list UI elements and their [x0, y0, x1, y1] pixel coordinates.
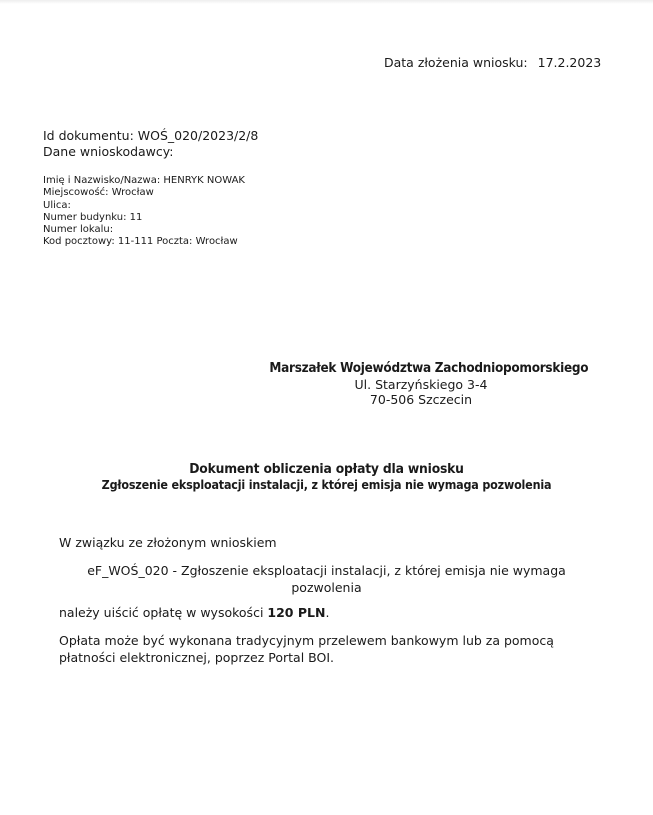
recipient-city: 70-506 Szczecin: [369, 392, 473, 407]
intro-text: W związku ze złożonym wnioskiem: [59, 535, 277, 550]
page-top-edge: [0, 0, 653, 4]
applicant-details: [43, 175, 245, 249]
document-info: [43, 128, 258, 160]
document-id: Id dokumentu: WOŚ_020/2023/2/8: [43, 128, 259, 143]
recipient-address: [258, 361, 589, 408]
submission-date: [384, 55, 601, 70]
recipient-street: Ul. Starzyńskiego 3-4: [354, 376, 488, 392]
applicant-street: Ulica:: [43, 199, 71, 211]
applicant-building: Numer budynku: 11: [43, 211, 143, 223]
fee-statement: [59, 605, 329, 620]
submission-date-label: Data złożenia wniosku:: [384, 55, 528, 70]
applicant-city: Miejscowość: Wrocław: [43, 187, 154, 199]
fee-prefix: należy uiścić opłatę w wysokości: [59, 605, 268, 620]
applicant-name: Imię i Nazwisko/Nazwa: HENRYK NOWAK: [43, 175, 245, 186]
title-line-2: Zgłoszenie eksploatacji instalacji, z której emisja nie wymaga pozwolenia: [101, 478, 552, 492]
recipient-name: Marszałek Województwa Zachodniopomorskiego: [269, 361, 589, 376]
applicant-postal: Kod pocztowy: 11-111 Poczta: Wrocław: [43, 236, 238, 248]
document-title: [0, 462, 653, 493]
fee-suffix: .: [325, 605, 330, 620]
fee-amount: 120 PLN: [267, 605, 326, 620]
applicant-heading: Dane wnioskodawcy:: [43, 144, 174, 159]
submission-date-value: 17.2.2023: [537, 55, 602, 70]
application-name: eF_WOŚ_020 - Zgłoszenie eksploatacji instalacji, z której emisja nie wymaga pozwolenia: [87, 563, 566, 595]
applicant-apartment: Numer lokalu:: [43, 224, 114, 236]
title-line-1: Dokument obliczenia opłaty dla wniosku: [189, 462, 464, 477]
payment-info: Opłata może być wykonana tradycyjnym przelewem bankowym lub za pomocą płatności elektronicznej, poprzez Portal BOI.: [59, 633, 554, 665]
